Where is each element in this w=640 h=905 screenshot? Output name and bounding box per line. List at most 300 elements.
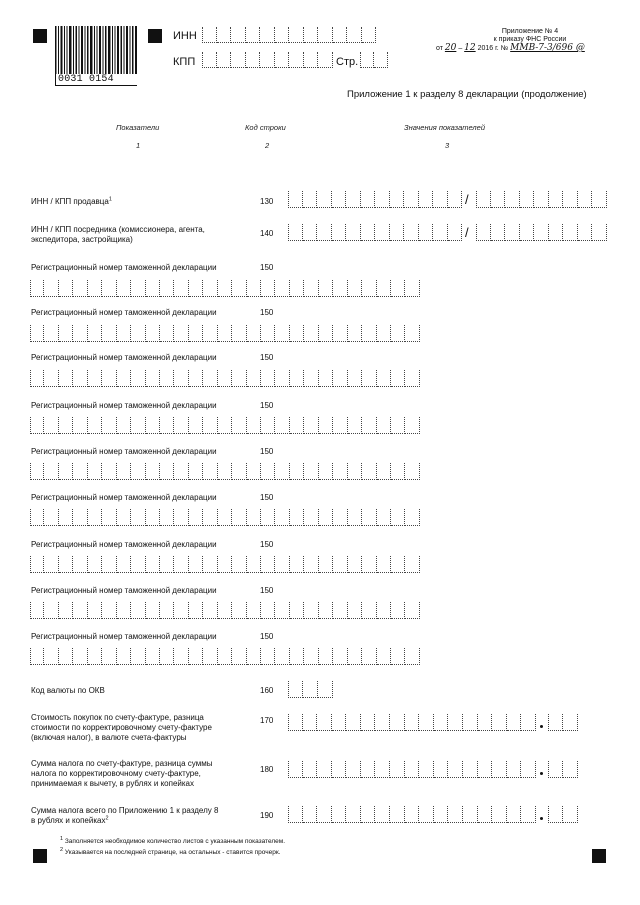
char-cell[interactable] (390, 714, 405, 731)
char-cell[interactable] (362, 417, 376, 434)
char-cell[interactable] (347, 27, 362, 43)
char-cell[interactable] (333, 370, 347, 387)
char-cell[interactable] (520, 224, 535, 241)
char-cell[interactable] (189, 417, 203, 434)
char-cell[interactable] (30, 556, 44, 573)
char-cell[interactable] (146, 417, 160, 434)
char-cell[interactable] (117, 556, 131, 573)
char-cell[interactable] (203, 370, 217, 387)
char-cell[interactable] (160, 509, 174, 526)
char-cell[interactable] (117, 509, 131, 526)
char-cell[interactable] (346, 761, 361, 778)
char-cell[interactable] (261, 648, 275, 665)
char-cell[interactable] (333, 648, 347, 665)
char-cell[interactable] (318, 52, 333, 68)
char-cell[interactable] (377, 325, 391, 342)
char-cell[interactable] (288, 806, 303, 823)
char-cell[interactable] (333, 509, 347, 526)
char-cell[interactable] (131, 370, 145, 387)
char-cell[interactable] (419, 714, 434, 731)
char-cell[interactable] (290, 280, 304, 297)
char-cell[interactable] (131, 556, 145, 573)
char-cell[interactable] (44, 648, 58, 665)
char-cell[interactable] (146, 370, 160, 387)
char-cell[interactable] (73, 417, 87, 434)
char-cell[interactable] (160, 602, 174, 619)
char-cell[interactable] (332, 224, 347, 241)
char-cell[interactable] (218, 648, 232, 665)
char-cell[interactable] (303, 681, 318, 698)
char-cell[interactable] (261, 370, 275, 387)
char-cell[interactable] (289, 27, 304, 43)
char-cell[interactable] (390, 806, 405, 823)
char-cell[interactable] (361, 714, 376, 731)
customs-declaration-cells[interactable] (30, 417, 420, 434)
char-cell[interactable] (88, 602, 102, 619)
char-cell[interactable] (333, 417, 347, 434)
char-cell[interactable] (375, 761, 390, 778)
char-cell[interactable] (218, 370, 232, 387)
char-cell[interactable] (290, 602, 304, 619)
char-cell[interactable] (491, 191, 506, 208)
char-cell[interactable] (189, 325, 203, 342)
char-cell[interactable] (348, 509, 362, 526)
char-cell[interactable] (247, 370, 261, 387)
customs-declaration-cells[interactable] (30, 463, 420, 480)
char-cell[interactable] (261, 325, 275, 342)
char-cell[interactable] (217, 27, 232, 43)
char-cell[interactable] (275, 602, 289, 619)
char-cell[interactable] (391, 370, 405, 387)
kpp-cells[interactable] (202, 52, 333, 68)
char-cell[interactable] (463, 761, 478, 778)
char-cell[interactable] (73, 602, 87, 619)
char-cell[interactable] (247, 509, 261, 526)
char-cell[interactable] (174, 556, 188, 573)
char-cell[interactable] (203, 648, 217, 665)
char-cell[interactable] (247, 325, 261, 342)
char-cell[interactable] (362, 325, 376, 342)
char-cell[interactable] (174, 509, 188, 526)
char-cell[interactable] (405, 280, 419, 297)
char-cell[interactable] (261, 556, 275, 573)
char-cell[interactable] (102, 509, 116, 526)
char-cell[interactable] (174, 280, 188, 297)
char-cell[interactable] (174, 602, 188, 619)
char-cell[interactable] (304, 325, 318, 342)
char-cell[interactable] (59, 648, 73, 665)
char-cell[interactable] (377, 556, 391, 573)
char-cell[interactable] (390, 191, 405, 208)
char-cell[interactable] (288, 191, 303, 208)
char-cell[interactable] (476, 191, 491, 208)
char-cell[interactable] (102, 370, 116, 387)
char-cell[interactable] (319, 280, 333, 297)
char-cell[interactable] (247, 463, 261, 480)
seller-inn-cells[interactable] (288, 191, 462, 208)
char-cell[interactable] (261, 509, 275, 526)
char-cell[interactable] (44, 280, 58, 297)
agent-kpp-cells[interactable] (476, 224, 607, 241)
char-cell[interactable] (304, 27, 319, 43)
char-cell[interactable] (88, 280, 102, 297)
char-cell[interactable] (232, 602, 246, 619)
char-cell[interactable] (218, 602, 232, 619)
char-cell[interactable] (563, 224, 578, 241)
char-cell[interactable] (405, 602, 419, 619)
char-cell[interactable] (275, 370, 289, 387)
char-cell[interactable] (59, 280, 73, 297)
char-cell[interactable] (30, 602, 44, 619)
char-cell[interactable] (289, 52, 304, 68)
char-cell[interactable] (290, 463, 304, 480)
char-cell[interactable] (433, 224, 448, 241)
char-cell[interactable] (319, 463, 333, 480)
char-cell[interactable] (247, 602, 261, 619)
char-cell[interactable] (290, 370, 304, 387)
customs-declaration-cells[interactable] (30, 370, 420, 387)
char-cell[interactable] (548, 806, 563, 823)
char-cell[interactable] (146, 602, 160, 619)
char-cell[interactable] (261, 417, 275, 434)
char-cell[interactable] (563, 806, 578, 823)
char-cell[interactable] (361, 806, 376, 823)
char-cell[interactable] (362, 27, 377, 43)
char-cell[interactable] (261, 463, 275, 480)
char-cell[interactable] (174, 325, 188, 342)
char-cell[interactable] (246, 52, 261, 68)
char-cell[interactable] (174, 370, 188, 387)
char-cell[interactable] (231, 27, 246, 43)
char-cell[interactable] (189, 602, 203, 619)
char-cell[interactable] (189, 509, 203, 526)
char-cell[interactable] (117, 648, 131, 665)
char-cell[interactable] (117, 325, 131, 342)
char-cell[interactable] (303, 761, 318, 778)
char-cell[interactable] (375, 714, 390, 731)
char-cell[interactable] (218, 556, 232, 573)
char-cell[interactable] (202, 27, 217, 43)
char-cell[interactable] (30, 370, 44, 387)
char-cell[interactable] (218, 325, 232, 342)
char-cell[interactable] (88, 417, 102, 434)
char-cell[interactable] (146, 648, 160, 665)
char-cell[interactable] (231, 52, 246, 68)
char-cell[interactable] (44, 556, 58, 573)
char-cell[interactable] (534, 224, 549, 241)
char-cell[interactable] (348, 417, 362, 434)
char-cell[interactable] (131, 325, 145, 342)
char-cell[interactable] (73, 648, 87, 665)
char-cell[interactable] (232, 509, 246, 526)
char-cell[interactable] (362, 509, 376, 526)
char-cell[interactable] (319, 509, 333, 526)
char-cell[interactable] (319, 556, 333, 573)
char-cell[interactable] (348, 325, 362, 342)
char-cell[interactable] (304, 509, 318, 526)
char-cell[interactable] (261, 602, 275, 619)
char-cell[interactable] (375, 806, 390, 823)
char-cell[interactable] (377, 417, 391, 434)
char-cell[interactable] (232, 648, 246, 665)
char-cell[interactable] (377, 280, 391, 297)
char-cell[interactable] (478, 761, 493, 778)
char-cell[interactable] (304, 602, 318, 619)
char-cell[interactable] (59, 325, 73, 342)
char-cell[interactable] (288, 681, 303, 698)
char-cell[interactable] (448, 191, 463, 208)
customs-declaration-cells[interactable] (30, 509, 420, 526)
char-cell[interactable] (492, 714, 507, 731)
char-cell[interactable] (434, 714, 449, 731)
char-cell[interactable] (146, 463, 160, 480)
char-cell[interactable] (59, 463, 73, 480)
char-cell[interactable] (160, 648, 174, 665)
char-cell[interactable] (476, 224, 491, 241)
char-cell[interactable] (303, 191, 318, 208)
char-cell[interactable] (73, 370, 87, 387)
tax-deduction-kopecks-cells[interactable] (548, 761, 578, 778)
char-cell[interactable] (333, 325, 347, 342)
customs-declaration-cells[interactable] (30, 556, 420, 573)
char-cell[interactable] (332, 714, 347, 731)
char-cell[interactable] (303, 224, 318, 241)
customs-declaration-cells[interactable] (30, 325, 420, 342)
char-cell[interactable] (88, 463, 102, 480)
char-cell[interactable] (391, 325, 405, 342)
char-cell[interactable] (592, 191, 607, 208)
char-cell[interactable] (247, 280, 261, 297)
char-cell[interactable] (405, 556, 419, 573)
char-cell[interactable] (434, 806, 449, 823)
char-cell[interactable] (59, 370, 73, 387)
char-cell[interactable] (319, 325, 333, 342)
char-cell[interactable] (377, 463, 391, 480)
char-cell[interactable] (362, 370, 376, 387)
char-cell[interactable] (275, 52, 290, 68)
char-cell[interactable] (448, 714, 463, 731)
char-cell[interactable] (30, 417, 44, 434)
char-cell[interactable] (232, 463, 246, 480)
char-cell[interactable] (174, 463, 188, 480)
char-cell[interactable] (275, 463, 289, 480)
char-cell[interactable] (304, 463, 318, 480)
char-cell[interactable] (346, 714, 361, 731)
char-cell[interactable] (303, 714, 318, 731)
char-cell[interactable] (317, 191, 332, 208)
char-cell[interactable] (304, 417, 318, 434)
char-cell[interactable] (102, 280, 116, 297)
char-cell[interactable] (131, 280, 145, 297)
char-cell[interactable] (505, 224, 520, 241)
char-cell[interactable] (88, 648, 102, 665)
char-cell[interactable] (59, 417, 73, 434)
char-cell[interactable] (131, 648, 145, 665)
char-cell[interactable] (375, 191, 390, 208)
char-cell[interactable] (492, 761, 507, 778)
char-cell[interactable] (333, 463, 347, 480)
char-cell[interactable] (405, 325, 419, 342)
char-cell[interactable] (317, 714, 332, 731)
char-cell[interactable] (117, 602, 131, 619)
char-cell[interactable] (131, 602, 145, 619)
char-cell[interactable] (333, 556, 347, 573)
char-cell[interactable] (405, 806, 420, 823)
char-cell[interactable] (73, 509, 87, 526)
char-cell[interactable] (44, 602, 58, 619)
char-cell[interactable] (146, 556, 160, 573)
char-cell[interactable] (507, 761, 522, 778)
char-cell[interactable] (492, 806, 507, 823)
char-cell[interactable] (478, 806, 493, 823)
char-cell[interactable] (275, 280, 289, 297)
char-cell[interactable] (174, 648, 188, 665)
char-cell[interactable] (73, 325, 87, 342)
char-cell[interactable] (391, 417, 405, 434)
char-cell[interactable] (304, 648, 318, 665)
char-cell[interactable] (290, 417, 304, 434)
currency-code-cells[interactable] (288, 681, 333, 698)
char-cell[interactable] (260, 27, 275, 43)
char-cell[interactable] (404, 191, 419, 208)
char-cell[interactable] (433, 191, 448, 208)
char-cell[interactable] (232, 370, 246, 387)
char-cell[interactable] (88, 556, 102, 573)
char-cell[interactable] (189, 648, 203, 665)
char-cell[interactable] (203, 325, 217, 342)
char-cell[interactable] (102, 556, 116, 573)
char-cell[interactable] (463, 714, 478, 731)
char-cell[interactable] (346, 224, 361, 241)
char-cell[interactable] (563, 191, 578, 208)
char-cell[interactable] (361, 224, 376, 241)
char-cell[interactable] (146, 325, 160, 342)
char-cell[interactable] (319, 417, 333, 434)
char-cell[interactable] (332, 761, 347, 778)
char-cell[interactable] (362, 556, 376, 573)
char-cell[interactable] (275, 509, 289, 526)
char-cell[interactable] (117, 463, 131, 480)
char-cell[interactable] (434, 761, 449, 778)
char-cell[interactable] (189, 463, 203, 480)
char-cell[interactable] (117, 370, 131, 387)
char-cell[interactable] (360, 52, 374, 68)
char-cell[interactable] (348, 280, 362, 297)
char-cell[interactable] (362, 602, 376, 619)
char-cell[interactable] (260, 52, 275, 68)
char-cell[interactable] (463, 806, 478, 823)
char-cell[interactable] (548, 714, 563, 731)
char-cell[interactable] (491, 224, 506, 241)
customs-declaration-cells[interactable] (30, 280, 420, 297)
char-cell[interactable] (304, 556, 318, 573)
char-cell[interactable] (30, 280, 44, 297)
char-cell[interactable] (348, 648, 362, 665)
char-cell[interactable] (217, 52, 232, 68)
char-cell[interactable] (218, 417, 232, 434)
char-cell[interactable] (361, 761, 376, 778)
char-cell[interactable] (160, 463, 174, 480)
char-cell[interactable] (88, 509, 102, 526)
char-cell[interactable] (275, 27, 290, 43)
char-cell[interactable] (88, 325, 102, 342)
char-cell[interactable] (102, 417, 116, 434)
char-cell[interactable] (549, 191, 564, 208)
char-cell[interactable] (374, 52, 388, 68)
char-cell[interactable] (44, 325, 58, 342)
char-cell[interactable] (290, 325, 304, 342)
char-cell[interactable] (405, 370, 419, 387)
char-cell[interactable] (332, 191, 347, 208)
char-cell[interactable] (88, 370, 102, 387)
char-cell[interactable] (346, 191, 361, 208)
customs-declaration-cells[interactable] (30, 602, 420, 619)
char-cell[interactable] (131, 417, 145, 434)
char-cell[interactable] (348, 370, 362, 387)
char-cell[interactable] (405, 714, 420, 731)
customs-declaration-cells[interactable] (30, 648, 420, 665)
char-cell[interactable] (348, 556, 362, 573)
char-cell[interactable] (362, 280, 376, 297)
char-cell[interactable] (189, 556, 203, 573)
char-cell[interactable] (505, 191, 520, 208)
char-cell[interactable] (59, 509, 73, 526)
char-cell[interactable] (405, 509, 419, 526)
char-cell[interactable] (146, 509, 160, 526)
char-cell[interactable] (30, 463, 44, 480)
char-cell[interactable] (160, 556, 174, 573)
purchase-cost-kopecks-cells[interactable] (548, 714, 578, 731)
char-cell[interactable] (218, 463, 232, 480)
char-cell[interactable] (203, 509, 217, 526)
char-cell[interactable] (419, 761, 434, 778)
char-cell[interactable] (44, 417, 58, 434)
inn-cells[interactable] (202, 27, 376, 43)
char-cell[interactable] (160, 417, 174, 434)
char-cell[interactable] (391, 556, 405, 573)
char-cell[interactable] (117, 417, 131, 434)
char-cell[interactable] (404, 224, 419, 241)
char-cell[interactable] (232, 417, 246, 434)
char-cell[interactable] (317, 761, 332, 778)
char-cell[interactable] (189, 280, 203, 297)
char-cell[interactable] (390, 224, 405, 241)
char-cell[interactable] (304, 370, 318, 387)
char-cell[interactable] (232, 556, 246, 573)
char-cell[interactable] (521, 761, 536, 778)
char-cell[interactable] (59, 556, 73, 573)
char-cell[interactable] (146, 280, 160, 297)
char-cell[interactable] (160, 280, 174, 297)
char-cell[interactable] (548, 761, 563, 778)
char-cell[interactable] (288, 714, 303, 731)
char-cell[interactable] (275, 648, 289, 665)
char-cell[interactable] (333, 27, 348, 43)
char-cell[interactable] (405, 417, 419, 434)
char-cell[interactable] (44, 463, 58, 480)
char-cell[interactable] (419, 224, 434, 241)
char-cell[interactable] (203, 602, 217, 619)
tax-total-cells[interactable] (288, 806, 536, 823)
char-cell[interactable] (563, 761, 578, 778)
char-cell[interactable] (319, 602, 333, 619)
char-cell[interactable] (332, 806, 347, 823)
char-cell[interactable] (391, 602, 405, 619)
char-cell[interactable] (521, 714, 536, 731)
char-cell[interactable] (160, 370, 174, 387)
char-cell[interactable] (203, 417, 217, 434)
char-cell[interactable] (578, 224, 593, 241)
